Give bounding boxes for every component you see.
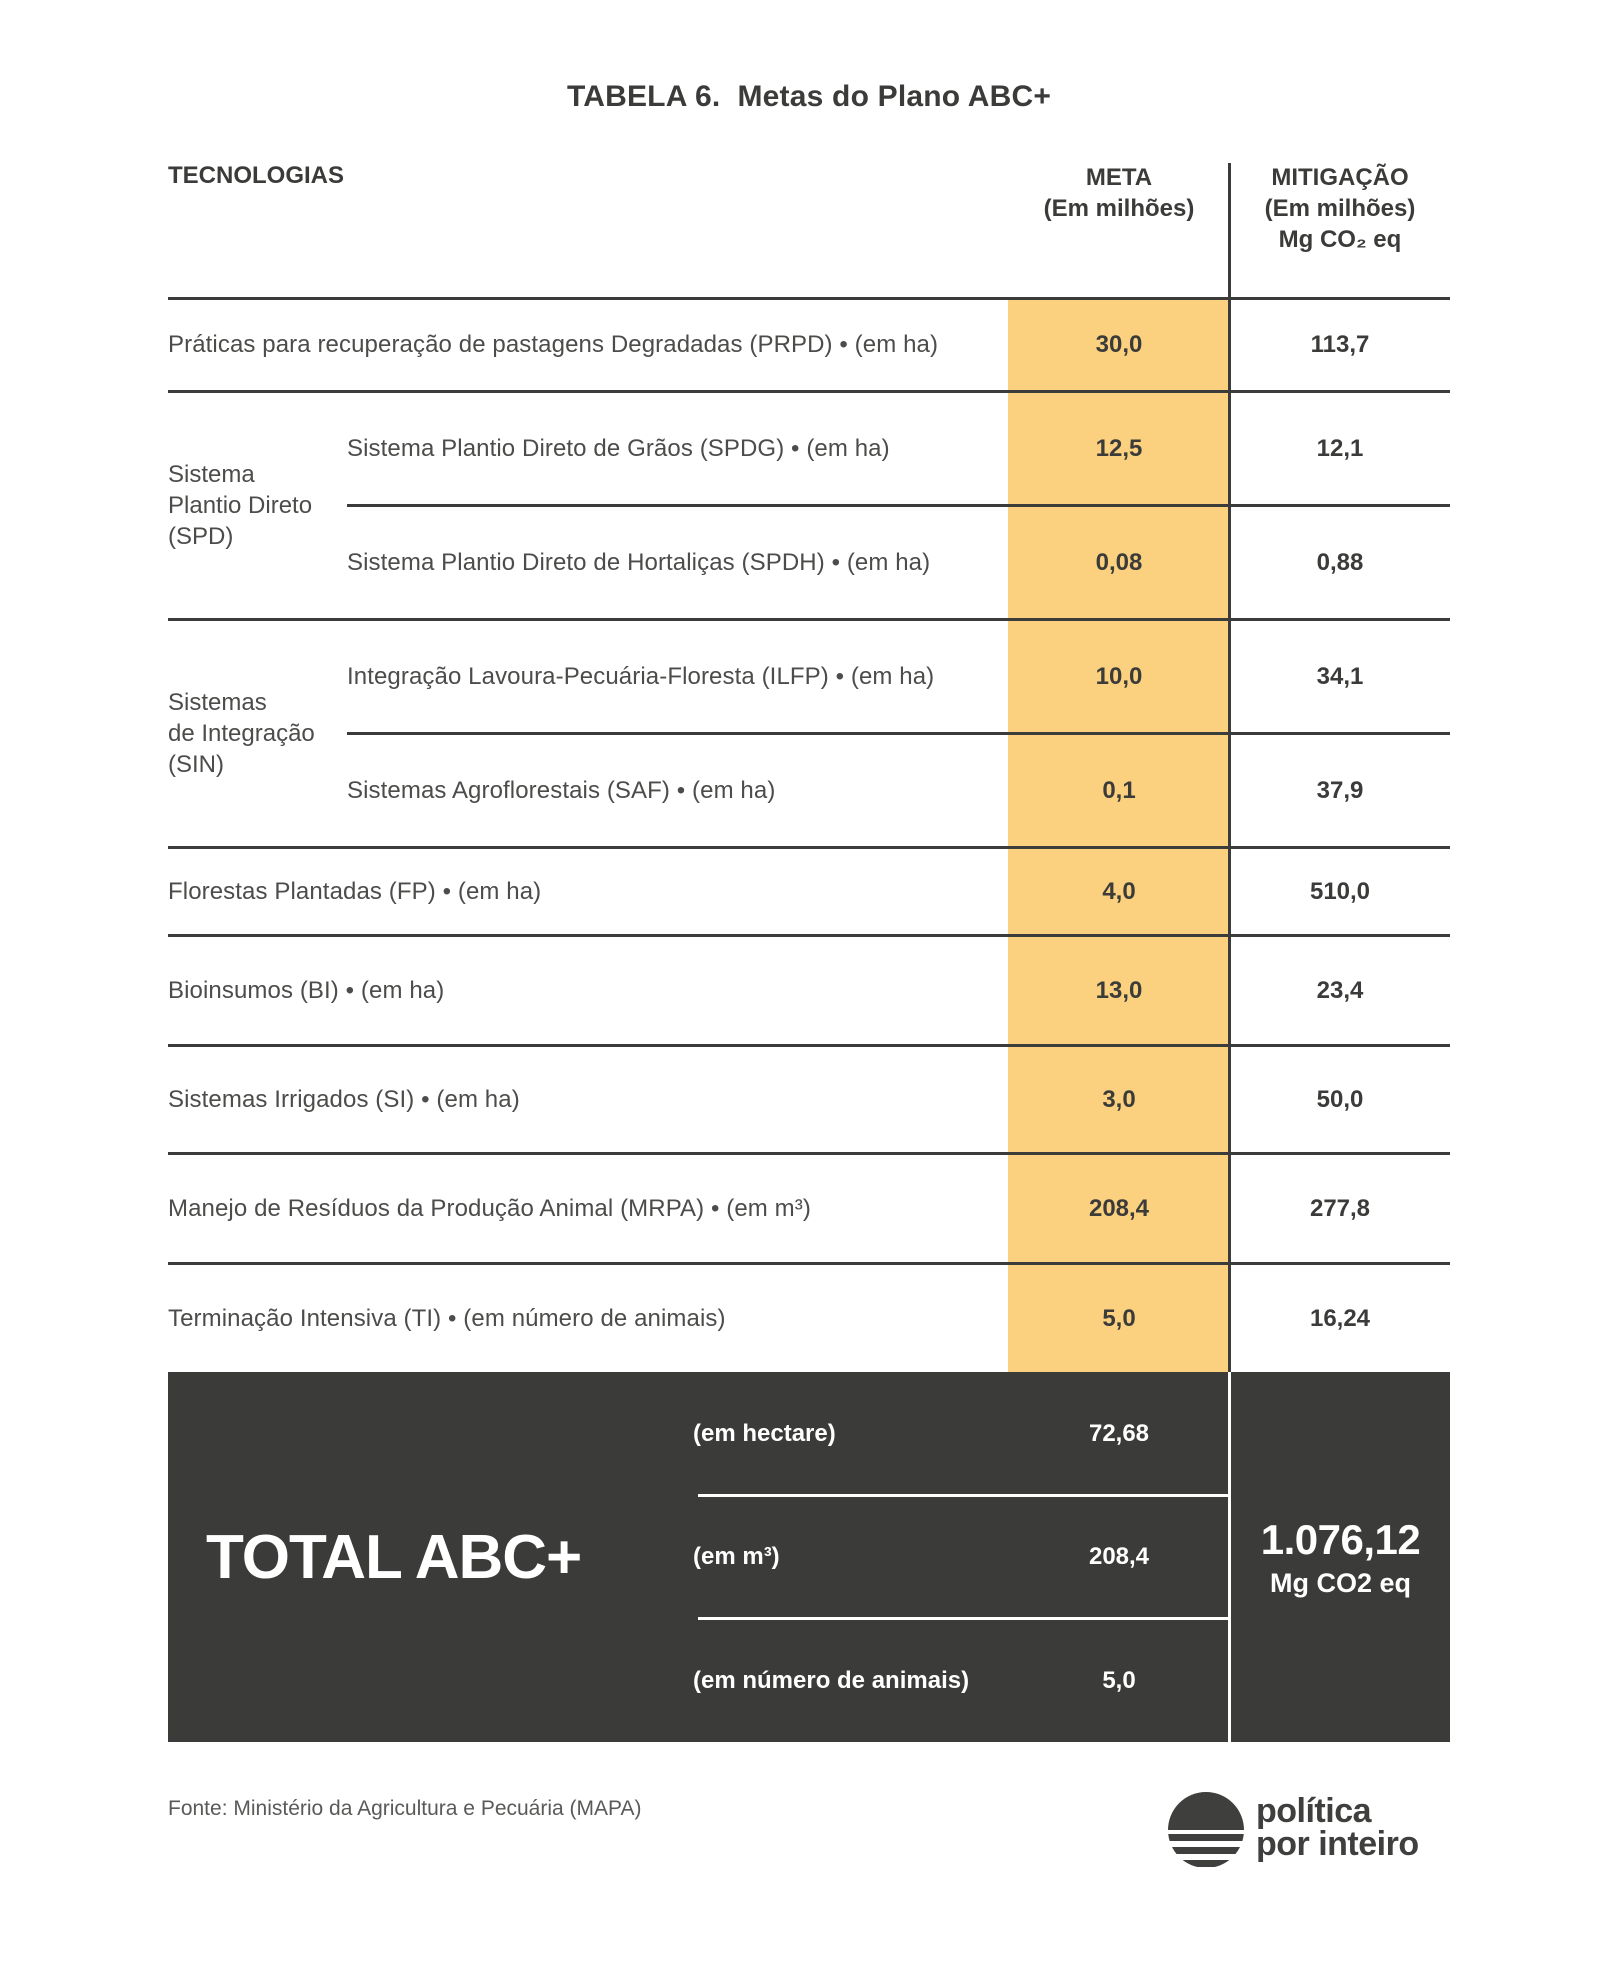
total-mitigation-unit: Mg CO2 eq — [1269, 1567, 1411, 1598]
row-meta-value: 4,0 — [1102, 877, 1136, 905]
column-header-mitigacao-line1: MITIGAÇÃO — [1271, 164, 1409, 191]
group-label-line: Plantio Direto — [168, 492, 313, 519]
row-meta-value: 13,0 — [1095, 976, 1143, 1004]
total-row-animais — [168, 1620, 1228, 1742]
row-label: Florestas Plantadas (FP) • (em ha) — [168, 877, 542, 905]
column-header-meta-line1: META — [1085, 164, 1153, 191]
row-mitigation-value: 12,1 — [1316, 434, 1364, 462]
total-row-hectare — [168, 1372, 1228, 1496]
row-meta-value: 12,5 — [1095, 434, 1143, 462]
row-mitigation-value: 37,9 — [1316, 776, 1364, 804]
total-label: TOTAL ABC+ — [206, 1522, 582, 1592]
row-meta-value: 0,08 — [1095, 548, 1143, 576]
total-row-value: 72,68 — [1088, 1420, 1150, 1447]
total-row-unit: (em hectare) — [693, 1420, 836, 1447]
table-row-fp — [168, 849, 1450, 934]
total-mitigation — [1231, 1372, 1450, 1742]
column-header-mitigacao-line2: (Em milhões) — [1264, 195, 1416, 222]
row-mitigation-value: 0,88 — [1316, 548, 1364, 576]
group-label-line: Sistema — [168, 461, 255, 488]
total-mitigation-value: 1.076,12 — [1260, 1515, 1421, 1563]
row-label: Sistemas Irrigados (SI) • (em ha) — [168, 1085, 520, 1113]
column-header-mitigacao-line3: Mg CO₂ eq — [1278, 226, 1402, 253]
column-header-mitigacao — [1230, 162, 1450, 255]
table-row-si — [168, 1047, 1450, 1152]
row-meta-value: 10,0 — [1095, 662, 1143, 690]
table-row-saf — [168, 735, 1450, 846]
row-mitigation-value: 277,8 — [1309, 1194, 1371, 1222]
table-row-prpd — [168, 300, 1450, 390]
group-label-line: (SPD) — [168, 523, 234, 550]
table-row-mrpa — [168, 1155, 1450, 1262]
group-label-line: Sistemas — [168, 689, 267, 716]
source-note: Fonte: Ministério da Agricultura e Pecuária (MAPA) — [168, 1797, 642, 1820]
group-label-line: de Integração — [168, 720, 315, 747]
row-meta-value: 5,0 — [1102, 1304, 1136, 1332]
row-meta-value: 30,0 — [1095, 331, 1143, 358]
row-label: Manejo de Resíduos da Produção Animal (MRPA) • (em m³) — [168, 1194, 811, 1222]
row-mitigation-value: 50,0 — [1316, 1085, 1364, 1113]
politica-por-inteiro-logo — [1168, 1792, 1419, 1868]
column-header-tecnologias: TECNOLOGIAS — [168, 162, 345, 189]
total-row-value: 5,0 — [1102, 1667, 1136, 1694]
row-label: Integração Lavoura-Pecuária-Floresta (ILFP) • (em ha) — [347, 662, 935, 690]
logo-text — [1256, 1792, 1419, 1863]
logo-text-line2: por inteiro — [1256, 1825, 1419, 1863]
row-label: Práticas para recuperação de pastagens Degradadas (PRPD) • (em ha) — [168, 331, 939, 358]
logo-text-line1: política — [1256, 1792, 1372, 1830]
table-row-spdh — [168, 507, 1450, 618]
sun-stripes-circle-icon — [1168, 1792, 1244, 1868]
total-row-unit: (em m³) — [693, 1543, 780, 1570]
row-label: Sistema Plantio Direto de Hortaliças (SPDH) • (em ha) — [347, 548, 931, 576]
table-row-ti — [168, 1265, 1450, 1372]
table-row-spdg — [168, 393, 1450, 504]
row-meta-value: 208,4 — [1088, 1194, 1150, 1222]
row-label: Bioinsumos (BI) • (em ha) — [168, 976, 445, 1004]
column-header-meta-line2: (Em milhões) — [1043, 195, 1195, 222]
row-label: Sistemas Agroflorestais (SAF) • (em ha) — [347, 776, 776, 804]
total-row-unit: (em número de animais) — [693, 1667, 970, 1694]
column-header-meta — [1008, 162, 1230, 224]
row-mitigation-value: 510,0 — [1309, 877, 1371, 905]
page-title: TABELA 6. Metas do Plano ABC+ — [566, 80, 1052, 113]
table-row-bi — [168, 937, 1450, 1044]
row-meta-value: 3,0 — [1102, 1085, 1136, 1113]
group-label-line: (SIN) — [168, 751, 224, 778]
row-mitigation-value: 23,4 — [1316, 976, 1364, 1004]
row-mitigation-value: 16,24 — [1309, 1304, 1371, 1332]
row-mitigation-value: 34,1 — [1316, 662, 1364, 690]
table-row-ilfp — [168, 621, 1450, 732]
row-meta-value: 0,1 — [1102, 776, 1136, 804]
total-row-value: 208,4 — [1088, 1543, 1150, 1570]
row-label: Terminação Intensiva (TI) • (em número de animais) — [168, 1304, 726, 1332]
row-label: Sistema Plantio Direto de Grãos (SPDG) • (em ha) — [347, 434, 890, 462]
total-row-m3 — [168, 1497, 1228, 1617]
row-mitigation-value: 113,7 — [1310, 331, 1370, 358]
total-panel — [168, 1372, 1450, 1742]
